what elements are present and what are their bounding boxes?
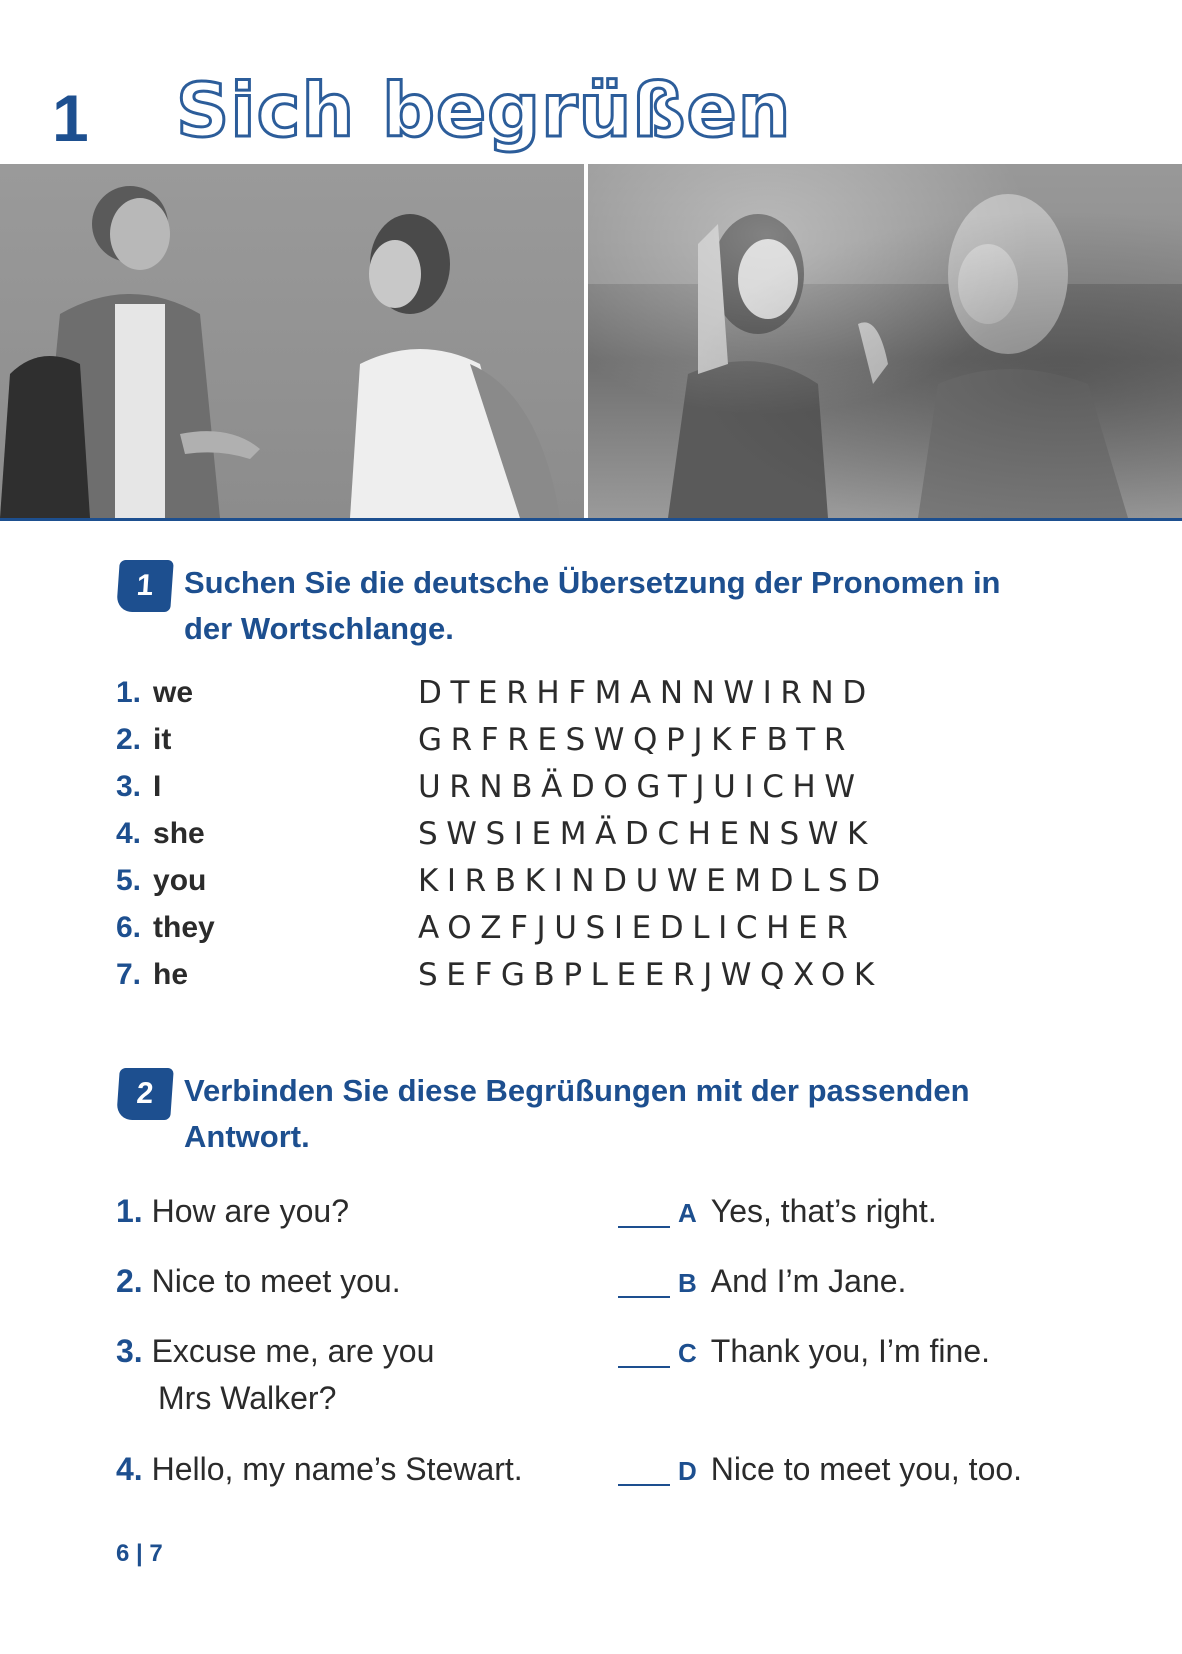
pronoun-word: he: [153, 958, 189, 991]
pronoun-word: it: [153, 723, 172, 756]
answer-text: Thank you, I’m fine.: [710, 1333, 991, 1369]
answer-text: Yes, that’s right.: [710, 1193, 937, 1229]
word-snake-row: SEFGBPLEERJWQXOK: [418, 957, 883, 993]
task-badge-1: 1: [116, 560, 174, 612]
item-number: 5.: [116, 864, 142, 897]
photo-girls-high-five: [588, 164, 1182, 518]
task-2-title-line1: Verbinden Sie diese Begrüßungen mit der passenden: [184, 1073, 970, 1108]
answer-blank[interactable]: [618, 1226, 670, 1228]
question-number: 3.: [116, 1333, 143, 1369]
pronoun-item: [116, 676, 193, 710]
item-number: 7.: [116, 958, 142, 991]
item-number: 6.: [116, 911, 142, 944]
students-illustration: [0, 164, 584, 518]
pronoun-item: [116, 817, 205, 851]
item-number: 2.: [116, 723, 142, 756]
answer-blank[interactable]: [618, 1296, 670, 1298]
task-badge-2: 2: [116, 1068, 174, 1120]
answer-blank[interactable]: [618, 1366, 670, 1368]
item-number: 4.: [116, 817, 142, 850]
word-snake-row: KIRBKINDUWEMDLSD: [418, 863, 889, 899]
answer-text: Nice to meet you, too.: [710, 1451, 1023, 1487]
word-snake-row: URNBÄDOGTJUICHW: [418, 769, 864, 805]
task-1-title-line1: Suchen Sie die deutsche Übersetzung der Pronomen in: [184, 565, 1001, 600]
question-item: [116, 1328, 434, 1422]
pronoun-word: they: [153, 911, 215, 944]
answer-item: [618, 1258, 906, 1307]
answer-letter: D: [678, 1456, 697, 1486]
answer-letter: A: [678, 1198, 697, 1228]
question-item: [116, 1188, 349, 1235]
pronoun-item: [116, 770, 161, 804]
word-snake-row: AOZFJUSIEDLICHER: [418, 910, 857, 946]
question-text: How are you?: [151, 1193, 350, 1229]
answer-letter: C: [678, 1338, 697, 1368]
answer-item: [618, 1188, 937, 1237]
question-text: Hello, my name’s Stewart.: [151, 1451, 523, 1487]
question-number: 1.: [116, 1193, 143, 1229]
word-snake-row: GRFRESWQPJKFBTR: [418, 722, 854, 758]
question-text: Nice to meet you.: [151, 1263, 401, 1299]
task-1-instructions: [184, 560, 1001, 652]
page-number: 6 | 7: [116, 1540, 163, 1567]
answer-blank[interactable]: [618, 1484, 670, 1486]
pronoun-word: we: [153, 676, 194, 709]
pronoun-word: she: [153, 817, 205, 850]
pronoun-item: [116, 911, 215, 945]
photo-students-greeting: [0, 164, 584, 518]
task-1-title-line2: der Wortschlange.: [184, 611, 454, 646]
girls-illustration: [588, 164, 1182, 518]
question-text: Excuse me, are you: [151, 1333, 435, 1369]
pronoun-item: [116, 723, 171, 757]
pronoun-word: you: [153, 864, 207, 897]
pronoun-item: [116, 864, 206, 898]
question-item: [116, 1258, 401, 1305]
pronoun-word: I: [153, 770, 162, 803]
question-text-continued: Mrs Walker?: [158, 1380, 337, 1416]
question-number: 4.: [116, 1451, 143, 1487]
answer-letter: B: [678, 1268, 697, 1298]
chapter-number: 1: [52, 81, 89, 155]
item-number: 1.: [116, 676, 142, 709]
answer-text: And I’m Jane.: [710, 1263, 907, 1299]
word-snake-row: DTERHFMANNWIRND: [418, 675, 875, 711]
photo-band: [0, 164, 1182, 521]
chapter-title: Sich begrüßen: [176, 68, 792, 154]
word-snake-row: SWSIEMÄDCHENSWK: [418, 816, 876, 852]
item-number: 3.: [116, 770, 142, 803]
answer-item: [618, 1446, 1022, 1495]
answer-item: [618, 1328, 990, 1377]
question-item: [116, 1446, 523, 1493]
pronoun-item: [116, 958, 188, 992]
task-2-title-line2: Antwort.: [184, 1119, 310, 1154]
task-2-instructions: [184, 1068, 970, 1160]
question-number: 2.: [116, 1263, 143, 1299]
